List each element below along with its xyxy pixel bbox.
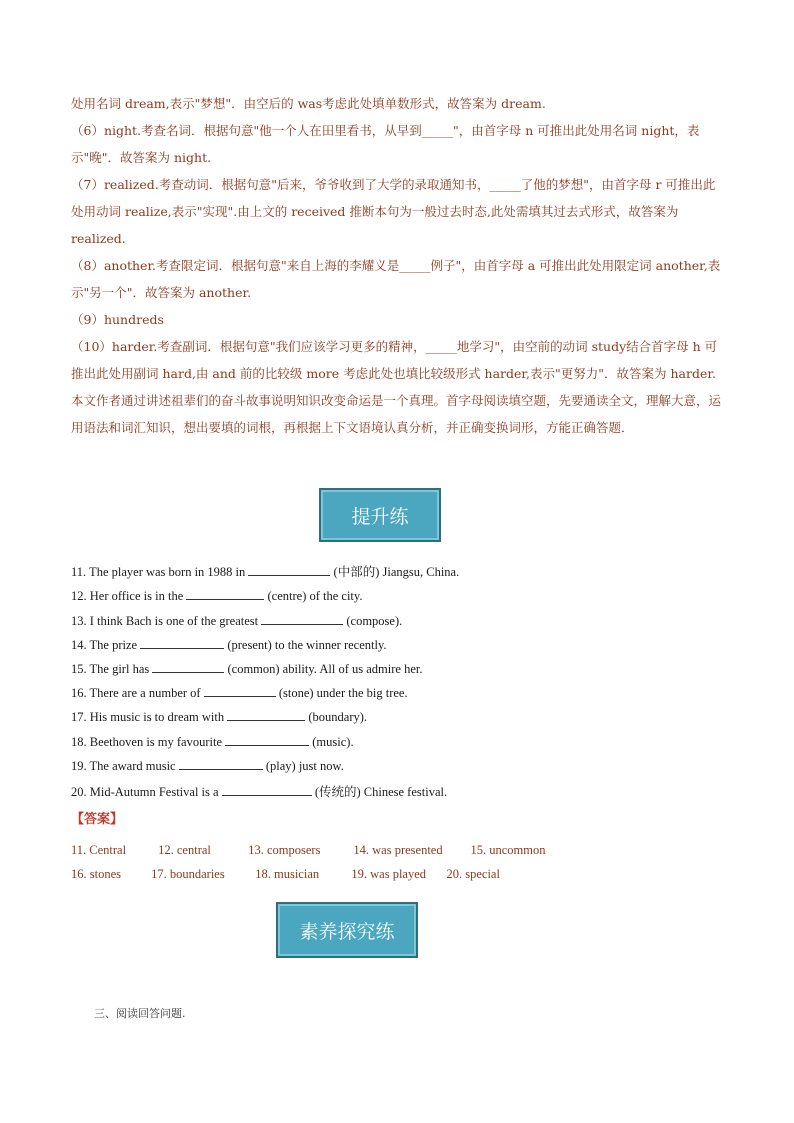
explanation-line: （7）realized.考查动词．根据句意"后来，爷爷收到了大学的录取通知书，_____了他的梦想"，由首字母 r 可推出此处用动词 realize,表示"实现".由上文的 received 推断本句为一般过去时态,此处需填其过去式形式，故答案为 realized.	[71, 177, 716, 246]
answer-blank[interactable]	[204, 684, 276, 697]
answer-item: 19. was played	[351, 867, 427, 881]
answer-row	[71, 867, 500, 882]
answer-item: 16. stones	[71, 867, 121, 881]
answer-item: 13. composers	[248, 843, 321, 857]
section-banner-suyang: 素养探究练	[276, 902, 418, 958]
answer-blank[interactable]	[222, 783, 312, 796]
question-item: 20. Mid-Autumn Festival is a (传统的) Chinese festival.	[71, 785, 448, 799]
question-item: 18. Beethoven is my favourite (music).	[71, 735, 354, 749]
answer-item: 14. was presented	[353, 843, 443, 857]
question-item: 16. There are a number of (stone) under the big tree.	[71, 686, 408, 700]
answer-row	[71, 843, 546, 858]
answer-item: 15. uncommon	[470, 843, 546, 857]
explanation-line: （6）night.考查名词．根据句意"他一个人在田里看书，从早到_____"，由首字母 n 可推出此处用名词 night，表示"晚"．故答案为 night.	[71, 123, 700, 165]
answer-item: 20. special	[446, 867, 500, 881]
question-item: 11. The player was born in 1988 in (中部的) Jiangsu, China.	[71, 565, 460, 579]
answer-blank[interactable]	[140, 636, 224, 649]
answer-heading: 【答案】	[71, 812, 124, 827]
explanation-line: （10）harder.考查副词．根据句意"我们应该学习更多的精神，_____地学习"，由空前的动词 study结合首字母 h 可推出此处用副词 hard,由 and 前的比较级 more 考虑此处也填比较级形式 harder,表示"更努力"．故答案为 harder.本文作者通过讲述祖辈们的奋斗故事说明知识改变命运是一个真理。首字母阅读填空题，先要通读全文，理解大意，运用语法和词汇知识，想出要填的词根，再根据上下文语境认真分析，并正确变换词形，方能正确答题．	[71, 339, 722, 435]
question-item: 12. Her office is in the (centre) of the city.	[71, 589, 363, 603]
section-heading-reading: 三、阅读回答问题.	[94, 1007, 186, 1020]
answer-blank[interactable]	[225, 733, 309, 746]
question-item: 19. The award music (play) just now.	[71, 759, 344, 773]
answer-blank[interactable]	[261, 612, 343, 625]
answer-item: 18. musician	[255, 867, 320, 881]
answer-item: 12. central	[158, 843, 211, 857]
section-banner-tisheng: 提升练	[319, 488, 441, 542]
answer-blank[interactable]	[179, 757, 263, 770]
explanation-line: 处用名词 dream,表示"梦想"．由空后的 was考虑此处填单数形式，故答案为 dream.	[71, 96, 546, 111]
question-item: 14. The prize (present) to the winner recently.	[71, 638, 387, 652]
answer-blank[interactable]	[248, 563, 330, 576]
answer-blank[interactable]	[227, 708, 305, 721]
explanation-line: （8）another.考查限定词．根据句意"来自上海的李耀义是_____例子"，由首字母 a 可推出此处用限定词 another,表示"另一个"．故答案为 another.	[71, 258, 721, 300]
answer-item: 17. boundaries	[151, 867, 225, 881]
explanation-line: （9）hundreds	[71, 312, 164, 327]
question-item: 13. I think Bach is one of the greatest (compose).	[71, 614, 403, 628]
question-item: 17. His music is to dream with (boundary).	[71, 710, 368, 724]
answer-blank[interactable]	[186, 587, 264, 600]
answer-blank[interactable]	[152, 660, 224, 673]
question-item: 15. The girl has (common) ability. All of us admire her.	[71, 662, 423, 676]
explanation-block	[71, 90, 727, 441]
answer-item: 11. Central	[71, 843, 127, 857]
